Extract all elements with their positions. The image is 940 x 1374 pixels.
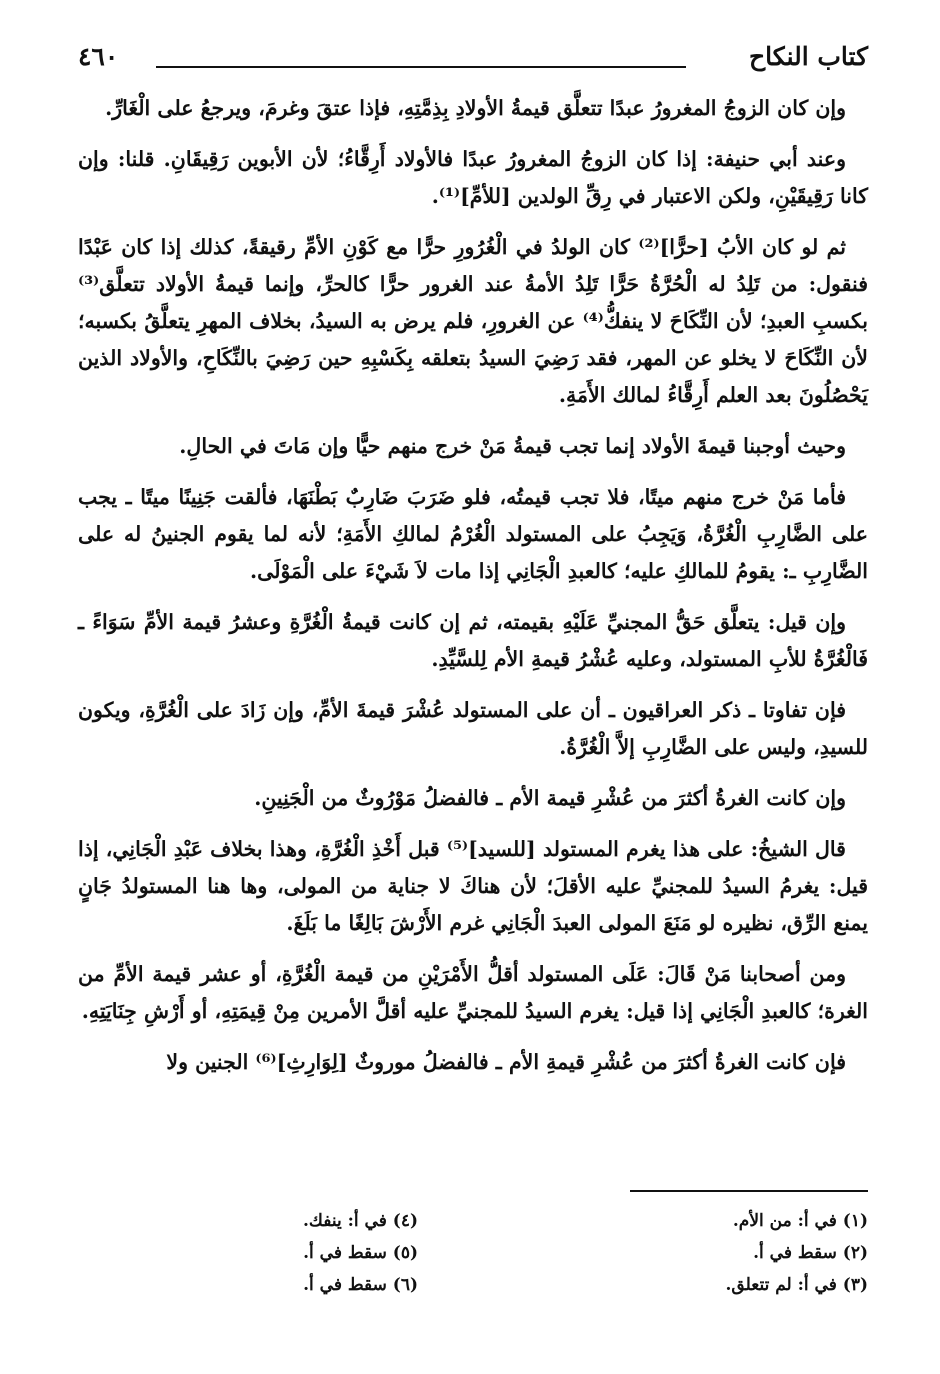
paragraph-6: وإن قيل: يتعلَّق حَقُّ المجنيِّ عَلَيْهِ بقيمته، ثم إن كانت قيمةُ الْغُرَّةِ وعشرُ قيمة الأمِّ سَوَاءً ـ فَالْغُرَّةُ للأبِ المستولد، وعليه عُشْرُ قيمةِ الأم لِلسَّيِّدِ. [78, 610, 868, 671]
chapter-title: كتاب النكاح [749, 42, 868, 71]
main-text [78, 90, 868, 1081]
book-page [78, 40, 868, 1340]
footnote-5: (٥) سقط في أ. [303, 1243, 418, 1263]
paragraph-8: وإن كانت الغرةُ أكثرَ من عُشْرِ قيمة الأم ـ فالفضلُ مَوْرُوثٌ من الْجَنِينِ. [254, 786, 846, 810]
footnote-3: (٣) في أ: لم تتعلق. [725, 1275, 868, 1295]
paragraph-1: وإن كان الزوجُ المغرورُ عبدًا تتعلَّق قيمةُ الأولادِ بِذِمَّتِهِ، فإذا عتقَ وغرمَ، ويرجعُ على الْغَارِّ. [105, 96, 846, 120]
paragraph-9: قال الشيخُ: على هذا يغرم المستولد [للسيد]⁽⁵⁾ قبل أَخْذِ الْغُرَّةِ، وهذا بخلاف عَبْدِ الْجَانِي، إذا قيل: يغرمُ السيدُ للمجنيِّ عليه الأقلَ؛ لأن هناكَ لا جناية من المولى، وها هنا المستولدُ جَانٍ يمنع الرِّق، نظيره لو مَنَعَ المولى العبدَ الْجَانِي غرم الأَرْشَ بَالِغًا ما بَلَغَ. [78, 837, 868, 935]
header-rule [156, 66, 686, 68]
footnote-2: (٢) سقط في أ. [753, 1243, 868, 1263]
footnote-4: (٤) في أ: ينفك. [303, 1211, 418, 1231]
footnote-column-right [488, 1205, 868, 1301]
page-number: ٤٦٠ [78, 42, 119, 71]
paragraph-4: وحيث أوجبنا قيمةَ الأولاد إنما تجب قيمةُ مَنْ خرج منهم حيًّا وإن مَاتَ في الحالِ. [179, 434, 846, 458]
paragraph-11: فإن كانت الغرةُ أكثرَ من عُشْرِ قيمةِ الأم ـ فالفضلُ موروثٌ [لِوَارِثِ]⁽⁶⁾ الجنين ولا [166, 1050, 846, 1074]
footnote-rule [630, 1190, 868, 1192]
running-header [78, 40, 868, 78]
paragraph-2: وعند أبي حنيفة: إذا كان الزوجُ المغرورُ عبدًا فالأولاد أَرِقَّاءُ؛ لأن الأبوين رَقِيقَانِ. قلنا: وإن كانا رَقِيقَيْنِ، ولكن الاعتبار في رِقِّ الولدين [للأمِّ]⁽¹⁾. [78, 147, 868, 208]
footnote-1: (١) في أ: من الأم. [732, 1211, 868, 1231]
paragraph-5: فأما مَنْ خرج منهم ميتًا، فلا تجب قيمتُه، فلو ضَرَبَ ضَارِبٌ بَطْنَهَا، فألقت جَنِينًا ميتًا ـ يجب على الضَّارِبِ الْغُرَّةُ، وَيَجِبُ على المستولد الْغُرْمُ لمالكِ الأَمَةِ؛ لأنه لما يقوم الجنينُ له على الضَّارِبِ ـ: يقومُ للمالكِ عليه؛ كالعبدِ الْجَانِي إذا مات لاَ شَيْءَ على الْمَوْلَى. [78, 485, 868, 583]
paragraph-7: فإن تفاوتا ـ ذكر العراقيون ـ أن على المستولد عُشْرَ قيمةَ الأمِّ، وإن زَادَ على الْغُرَّةِ، ويكون للسيدِ، وليس على الضَّارِبِ إلاَّ الْغُرَّةُ. [78, 698, 868, 759]
footnote-6: (٦) سقط في أ. [303, 1275, 418, 1295]
paragraph-10: ومن أصحابنا مَنْ قَالَ: عَلَى المستولد أقلُّ الأَمْرَيْنِ من قيمة الْغُرَّةِ، أو عشر قيمة الأمِّ من الغرة؛ كالعبدِ الْجَانِي إذا قيل: يغرم السيدُ للمجنيِّ عليه أقلَّ الأمرين مِنْ قِيمَتِهِ، أو أَرْشِ جِنَايَتِهِ. [78, 962, 868, 1023]
footnote-column-left [38, 1205, 418, 1301]
paragraph-3: ثم لو كان الأبُ [حرًّا]⁽²⁾ كان الولدُ في الْغُرُورِ حرًّا مع كَوْنِ الأمِّ رقيقةً، كذلك إذا كان عَبْدًا فنقول: من تَلِدُ له الْحُرَّةُ حَرًّا تَلِدُ الأمةُ عند الغرور حرًّا كالحرِّ، وإنما قيمةُ الأولاد تتعلَّق⁽³⁾ بكسبِ العبدِ؛ لأن النِّكَاحَ لا ينفكُّ⁽⁴⁾ عن الغرورِ، فلم يرض به السيدُ، بخلاف المهرِ يتعلَّقُ بكسبه؛ لأن النِّكَاحَ لا يخلو عن المهر، فقد رَضِيَ السيدُ بتعلقه بِكَسْبِهِ حين رَضِيَ بالنِّكَاحِ، والأولاد الذين يَحْصُلُونَ بعد العلم أَرِقَّاءُ لمالك الأَمَةِ. [78, 235, 868, 407]
